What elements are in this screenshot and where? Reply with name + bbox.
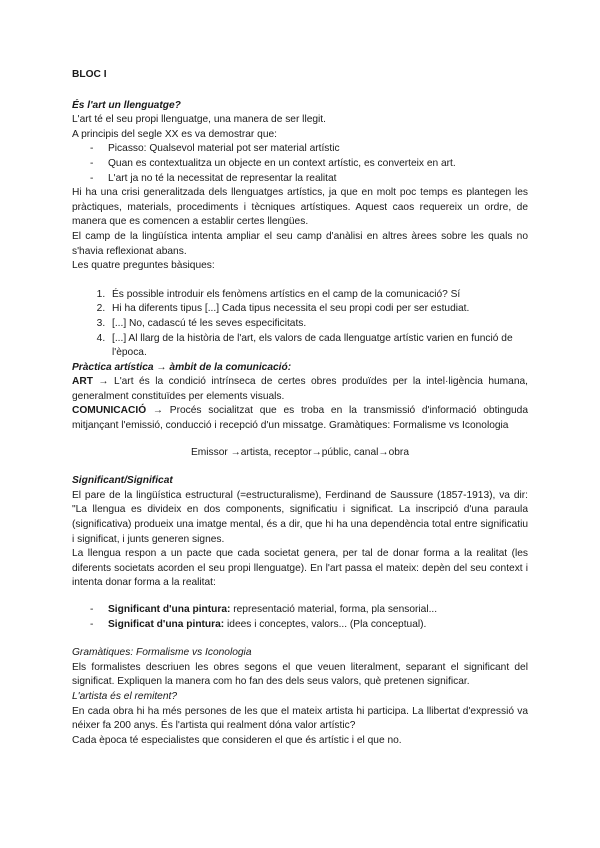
paragraph: La llengua respon a un pacte que cada societat genera, per tal de donar forma a la realitat (les diferents societats acorden el seu propi llenguatge). En l'art passa el mateix: depèn del seu context i intenta donar forma a la realitat: xyxy=(72,548,528,589)
list-item: 4. [...] Al llarg de la història de l'art, els valors de cada llenguatge artístic varien en funció de l'època. xyxy=(108,332,528,361)
list-item: - Picasso: Qualsevol material pot ser material artístic xyxy=(108,142,528,157)
list-item: - Quan es contextualitza un objecte en un context artístic, es converteix en art. xyxy=(108,157,528,172)
section-heading-signifier: Significant/Significat xyxy=(72,475,173,487)
bullet-list xyxy=(72,142,528,186)
paragraph: A principis del segle XX es va demostrar que: xyxy=(72,128,277,140)
paragraph: L'art té el seu propi llenguatge, una manera de ser llegit. xyxy=(72,114,326,126)
term: Significant d'una pintura: xyxy=(108,604,231,615)
list-item: 3. [...] No, cadascú té les seves especificitats. xyxy=(108,317,528,332)
list-item: - Significat d'una pintura: idees i conceptes, valors... (Pla conceptual). xyxy=(108,618,528,633)
paragraph: Els formalistes descriuen les obres segons el que veuen literalment, separant el significant del significat. Expliquen la manera com ho fan des dels seus valors, què pretenen significar. xyxy=(72,661,528,688)
definition-text: → Procés socialitzat que es troba en la transmissió d'informació obtinguda mitjançant l'emissió, conducció i recepció d'un missatge. Gramàtiques: Formalisme vs Iconologia xyxy=(72,405,528,432)
paragraph: Hi ha una crisi generalitzada dels llenguatges artístics, ja que en molt poc temps es plantegen les pràctiques, materials, procediments i tècniques artístiques. Aquest caos requereix un ordre, de manera que es comencen a establir certes llengües. xyxy=(72,187,528,228)
list-item: 2. Hi ha diferents tipus [...] Cada tipus necessita el seu propi codi per ser estudiat. xyxy=(108,302,528,317)
document-title: BLOC I xyxy=(72,69,107,80)
bullet-list xyxy=(72,603,528,632)
document-page xyxy=(72,68,528,748)
subheading: L'artista és el remitent? xyxy=(72,690,177,702)
section-heading-grammars: Gramàtiques: Formalisme vs Iconologia xyxy=(72,647,252,659)
definition-text: → L'art és la condició intrínseca de certes obres produïdes per la intel·ligència humana, generalment constituïdes per elements visuals. xyxy=(72,376,528,402)
term: Significat d'una pintura: xyxy=(108,618,225,630)
section-heading-art-language: És l'art un llenguatge? xyxy=(72,99,181,111)
paragraph: El pare de la lingüística estructural (=estructuralisme), Ferdinand de Saussure (1857-1913), va dir: "La llengua es divideix en dos components, significatiu i significat. La inscripció d'una paraula (significativa) produeix una imatge mental, és a dir, que hi ha una dependència total entre significatiu i significat, i junts generen signes. xyxy=(72,489,528,545)
term-communication: COMUNICACIÓ xyxy=(72,405,147,417)
paragraph: El camp de la lingüística intenta ampliar el seu camp d'anàlisi en altres àrees sobre les quals no s'havia reflexionat abans. xyxy=(72,230,528,257)
communication-schema: Emissor →artista, receptor→públic, canal→obra xyxy=(191,446,409,458)
list-item: 1. És possible introduir els fenòmens artístics en el camp de la comunicació? Sí xyxy=(108,288,528,303)
paragraph: En cada obra hi ha més persones de les que el mateix artista hi participa. La llibertat d'expressió va néixer fa 200 anys. És l'artista qui realment dóna valor artístic? xyxy=(72,705,528,732)
term-art: ART xyxy=(72,376,93,388)
paragraph: Les quatre preguntes bàsiques: xyxy=(72,260,215,272)
list-item: - Significant d'una pintura: representació material, forma, pla sensorial... xyxy=(108,603,528,618)
paragraph-art-definition xyxy=(72,375,528,404)
section-heading-artistic-practice: Pràctica artística → àmbit de la comunicació: xyxy=(72,361,292,373)
paragraph: Cada època té especialistes que consideren el que és artístic i el que no. xyxy=(72,734,402,746)
paragraph-communication-definition xyxy=(72,404,528,433)
numbered-list xyxy=(72,288,528,361)
list-item: - L'art ja no té la necessitat de representar la realitat xyxy=(108,172,528,187)
